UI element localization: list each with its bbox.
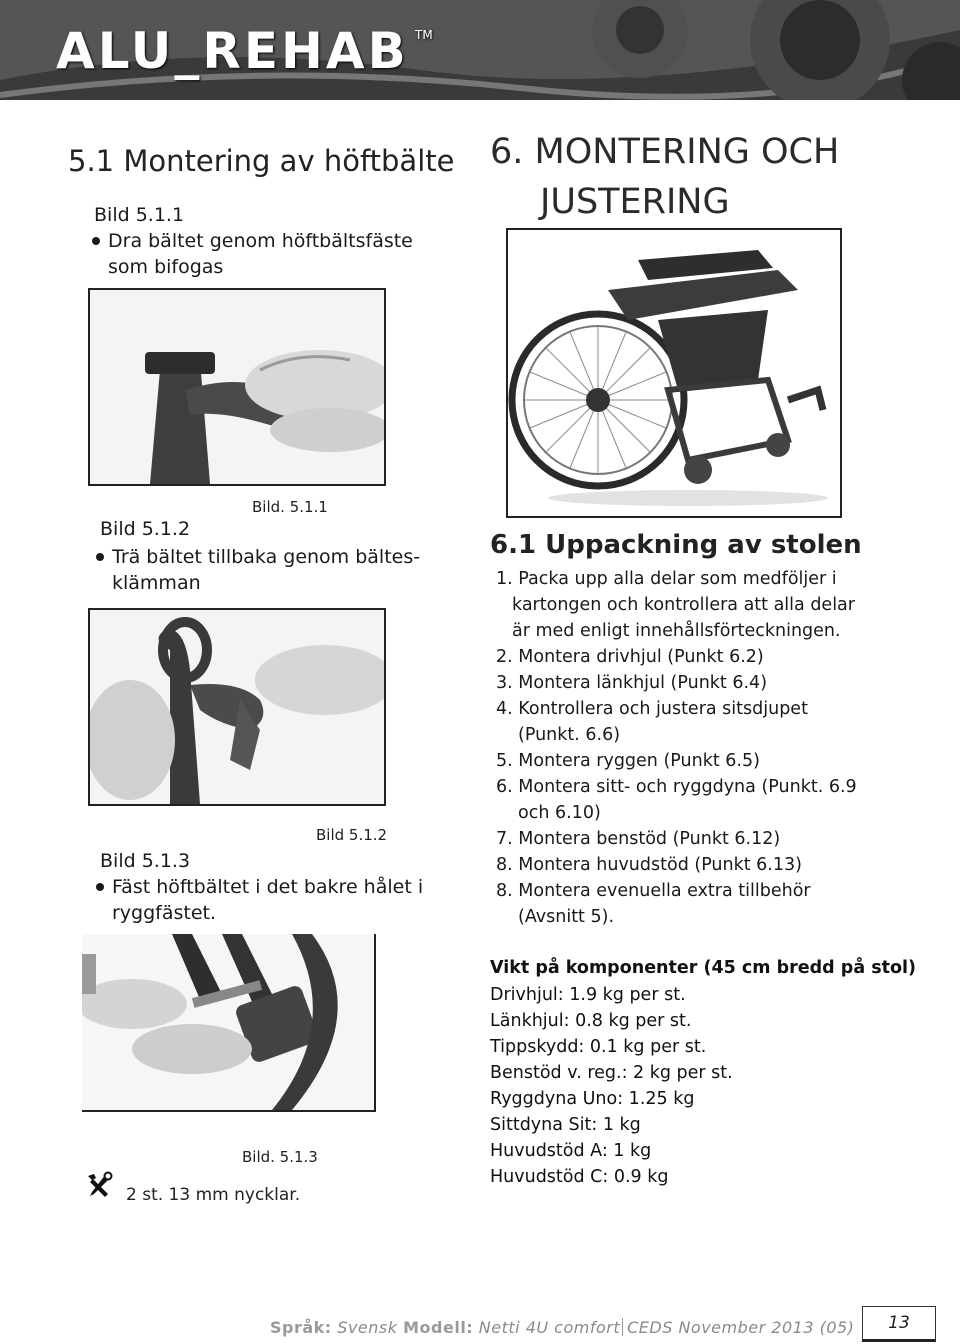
list-line: 1. Packa upp alla delar som medföljer i — [496, 569, 837, 589]
section-title: 5.1 Montering av höftbälte — [68, 144, 455, 178]
header-banner — [0, 0, 960, 100]
list-line: 7. Montera benstöd (Punkt 6.12) — [496, 829, 781, 849]
chapter-heading-line-2: JUSTERING — [540, 182, 730, 222]
list-line: 2. Montera drivhjul (Punkt 6.2) — [496, 647, 764, 667]
step-text-3-line-2: ryggfästet. — [112, 902, 217, 924]
footer-separator — [622, 1318, 623, 1336]
belt-bracket-illustration — [90, 290, 384, 484]
chapter-heading-line-1: 6. MONTERING OCH — [490, 132, 840, 172]
step-text-2 — [112, 544, 420, 596]
bullet-icon — [92, 237, 100, 245]
list-line: och 6.10) — [518, 803, 601, 823]
step-title-2: Bild 5.1.2 — [100, 518, 191, 540]
list-line: 4. Kontrollera och justera sitsdjupet — [496, 699, 808, 719]
tools-icon — [84, 1170, 114, 1200]
bullet-icon — [96, 883, 104, 891]
caption-bild-2: Bild 5.1.2 — [316, 826, 388, 844]
footer-lang-label: Språk: — [270, 1318, 332, 1337]
weight-line: Tippskydd: 0.1 kg per st. — [490, 1037, 707, 1057]
sub-heading: 6.1 Uppackning av stolen — [490, 530, 862, 560]
photo-belt-through-bracket — [88, 288, 386, 486]
weights-title: Vikt på komponenter (45 cm bredd på stol) — [490, 958, 917, 978]
step-text-1-line-1: Dra bältet genom höftbältsfäste — [108, 230, 413, 252]
weights-list — [490, 982, 733, 1190]
weight-line: Ryggdyna Uno: 1.25 kg — [490, 1089, 695, 1109]
photo-folded-wheelchair — [506, 228, 842, 518]
brand-logo — [56, 22, 433, 80]
page-number: 13 — [862, 1306, 936, 1342]
wheelchair-illustration — [508, 230, 840, 516]
brand-name: ALU_REHAB — [56, 22, 409, 80]
step-text-3-line-1: Fäst höftbältet i det bakre hålet i — [112, 876, 424, 898]
list-line: 8. Montera huvudstöd (Punkt 6.13) — [496, 855, 802, 875]
list-line: är med enligt innehållsförteckningen. — [512, 621, 841, 641]
footer-model: Netti 4U comfort — [478, 1318, 621, 1337]
weight-line: Benstöd v. reg.: 2 kg per st. — [490, 1063, 733, 1083]
list-line: (Punkt. 6.6) — [518, 725, 621, 745]
weight-line: Huvudstöd A: 1 kg — [490, 1141, 652, 1161]
tool-note: 2 st. 13 mm nycklar. — [126, 1185, 301, 1205]
step-title-1: Bild 5.1.1 — [94, 204, 185, 226]
footer-doc: CEDS November 2013 (05) — [627, 1318, 855, 1337]
caption-bild-1: Bild. 5.1.1 — [252, 498, 328, 516]
list-line: 6. Montera sitt- och ryggdyna (Punkt. 6.9 — [496, 777, 857, 797]
weight-line: Länkhjul: 0.8 kg per st. — [490, 1011, 692, 1031]
step-text-1-line-2: som bifogas — [108, 256, 224, 278]
bullet-icon — [96, 553, 104, 561]
photo-belt-through-buckle — [88, 608, 386, 806]
weight-line: Huvudstöd C: 0.9 kg — [490, 1167, 669, 1187]
unpacking-list — [496, 566, 857, 930]
list-line: 8. Montera evenuella extra tillbehör — [496, 881, 811, 901]
step-text-2-line-2: klämman — [112, 572, 201, 594]
weight-line: Sittdyna Sit: 1 kg — [490, 1115, 641, 1135]
backrest-bracket-illustration — [82, 934, 374, 1110]
belt-buckle-illustration — [90, 610, 384, 804]
list-line: 3. Montera länkhjul (Punkt 6.4) — [496, 673, 768, 693]
step-title-3: Bild 5.1.3 — [100, 850, 191, 872]
caption-bild-3: Bild. 5.1.3 — [242, 1148, 318, 1166]
list-line: (Avsnitt 5). — [518, 907, 615, 927]
list-line: 5. Montera ryggen (Punkt 6.5) — [496, 751, 760, 771]
step-text-2-line-1: Trä bältet tillbaka genom bältes- — [112, 546, 421, 568]
photo-belt-in-backrest-hole — [82, 934, 376, 1112]
footer — [270, 1318, 854, 1337]
list-line: kartongen och kontrollera att alla delar — [512, 595, 855, 615]
footer-model-label: Modell: — [403, 1318, 474, 1337]
trademark-mark: TM — [415, 28, 433, 42]
footer-lang: Svensk — [337, 1318, 398, 1337]
weight-line: Drivhjul: 1.9 kg per st. — [490, 985, 686, 1005]
step-text-1 — [108, 228, 413, 280]
step-text-3 — [112, 874, 423, 926]
